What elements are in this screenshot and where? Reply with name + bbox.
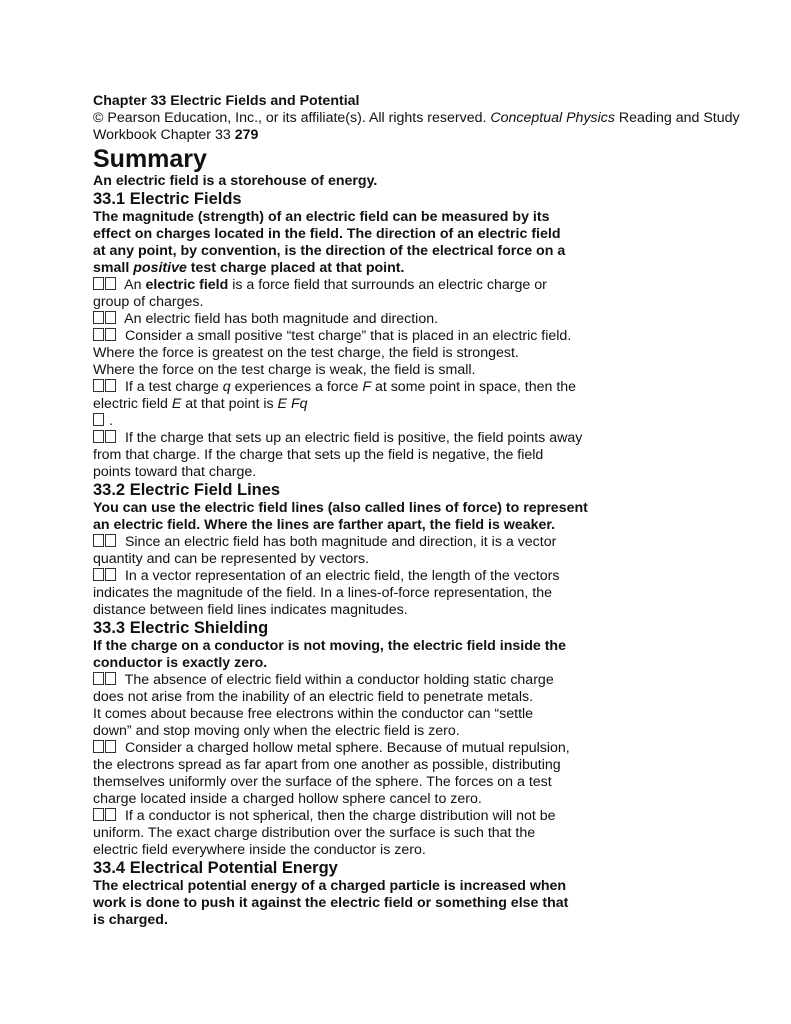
missing-glyph-box-icon <box>105 328 116 341</box>
bullet-glyph <box>93 808 117 824</box>
bullet-text: Since an electric field has both magnitude and direction, it is a vector <box>121 534 557 550</box>
bullet-line <box>93 808 713 825</box>
missing-glyph-box-icon <box>93 379 104 392</box>
missing-glyph-box-icon <box>105 740 116 753</box>
copyright-line <box>93 110 740 127</box>
key-concept-line <box>93 260 713 277</box>
bullet-text: at some point in space, then the <box>371 379 577 395</box>
bullet-text: If a test charge <box>121 379 223 395</box>
bullet-line <box>93 740 713 757</box>
text: at that point is <box>181 396 278 412</box>
text-line: It comes about because free electrons within the conductor can “settle <box>93 706 534 722</box>
key-concept-line: The electrical potential energy of a charged particle is increased when <box>93 878 567 894</box>
variable-f: F <box>362 379 371 395</box>
text-line: from that charge. If the charge that sets up the field is negative, the field <box>93 447 544 463</box>
missing-glyph-box-icon <box>105 534 116 547</box>
bullet-line <box>93 568 713 585</box>
summary-intro: An electric field is a storehouse of energy. <box>93 173 378 189</box>
text-line: charge located inside a charged hollow sphere cancel to zero. <box>93 791 482 807</box>
key-concept-line: work is done to push it against the electric field or something else that <box>93 895 569 911</box>
key-concept-line: at any point, by convention, is the direction of the electrical force on a <box>93 243 566 259</box>
bullet-line <box>93 328 713 345</box>
section-heading-33-4: 33.4 Electrical Potential Energy <box>93 859 338 877</box>
bullet-glyph <box>93 534 117 550</box>
missing-glyph-box-icon <box>105 277 116 290</box>
bullet-text: An electric field has both magnitude and direction. <box>121 311 439 327</box>
text-line: themselves uniformly over the surface of the sphere. The forces on a test <box>93 774 552 790</box>
section-heading-33-2: 33.2 Electric Field Lines <box>93 481 281 499</box>
text-line: uniform. The exact charge distribution over the surface is such that the <box>93 825 536 841</box>
key-concept-line: conductor is exactly zero. <box>93 655 268 671</box>
copyright-prefix: © Pearson Education, Inc., or its affiliate(s). All rights reserved. <box>93 110 491 126</box>
text-line: points toward that charge. <box>93 464 257 480</box>
text-line: electric field everywhere inside the conductor is zero. <box>93 842 426 858</box>
book-title: Conceptual Physics <box>490 110 615 126</box>
workbook-line <box>93 127 713 144</box>
bullet-glyph <box>93 328 117 344</box>
key-concept-line: If the charge on a conductor is not moving, the electric field inside the <box>93 638 566 654</box>
key-concept-line: effect on charges located in the field. The direction of an electric field <box>93 226 561 242</box>
bullet-text: Consider a charged hollow metal sphere. Because of mutual repulsion, <box>121 740 570 756</box>
text-line: indicates the magnitude of the field. In a lines-of-force representation, the <box>93 585 553 601</box>
missing-glyph-box-icon <box>93 672 104 685</box>
key-concept-line: You can use the electric field lines (also called lines of force) to represent <box>93 500 588 516</box>
key-concept-line: The magnitude (strength) of an electric field can be measured by its <box>93 209 550 225</box>
bullet-line <box>93 534 713 551</box>
key-text: test charge placed at that point. <box>186 260 405 276</box>
missing-glyph-box-icon <box>93 413 104 426</box>
variable-q: q <box>222 379 231 395</box>
key-text: small <box>93 260 134 276</box>
bullet-glyph <box>93 430 117 446</box>
summary-title: Summary <box>93 145 207 173</box>
text-line: Where the force is greatest on the test charge, the field is strongest. <box>93 345 519 361</box>
text-line: the electrons spread as far apart from one another as possible, distributing <box>93 757 561 773</box>
key-emphasis: positive <box>133 260 187 276</box>
key-concept-line: is charged. <box>93 912 168 928</box>
missing-glyph-box-icon <box>105 672 116 685</box>
missing-glyph-box-icon <box>93 311 104 324</box>
text-line <box>93 396 713 413</box>
bullet-line <box>93 311 713 328</box>
bullet-glyph <box>93 672 117 688</box>
bullet-text: An <box>121 277 146 293</box>
bullet-glyph <box>93 740 117 756</box>
missing-glyph-box-icon <box>93 534 104 547</box>
bullet-text: In a vector representation of an electric field, the length of the vectors <box>121 568 560 584</box>
bullet-text: Consider a small positive “test charge” that is placed in an electric field. <box>121 328 572 344</box>
section-heading-33-3: 33.3 Electric Shielding <box>93 619 269 637</box>
text-line: distance between field lines indicates magnitudes. <box>93 602 408 618</box>
bullet-text: experiences a force <box>230 379 363 395</box>
text-line: down” and stop moving only when the electric field is zero. <box>93 723 460 739</box>
missing-glyph-box-icon <box>93 430 104 443</box>
bullet-text: If the charge that sets up an electric field is positive, the field points away <box>121 430 583 446</box>
bullet-glyph <box>93 311 117 327</box>
text: . <box>105 413 113 429</box>
copyright-suffix: Reading and Study <box>614 110 740 126</box>
text-line: Where the force on the test charge is weak, the field is small. <box>93 362 476 378</box>
missing-glyph-box-icon <box>93 328 104 341</box>
missing-glyph-box-icon <box>105 311 116 324</box>
chapter-title: Chapter 33 Electric Fields and Potential <box>93 93 360 109</box>
text-line: quantity and can be represented by vectors. <box>93 551 370 567</box>
key-concept-line: an electric field. Where the lines are farther apart, the field is weaker. <box>93 517 556 533</box>
page-number: 279 <box>234 127 259 143</box>
text-line: does not arise from the inability of an electric field to penetrate metals. <box>93 689 534 705</box>
missing-glyph-box-icon <box>93 740 104 753</box>
workbook-label: Workbook Chapter 33 <box>93 127 235 143</box>
bullet-line <box>93 379 713 396</box>
bullet-glyph <box>93 277 117 293</box>
bullet-line <box>93 430 713 447</box>
bullet-line <box>93 672 713 689</box>
bullet-line <box>93 277 713 294</box>
term-electric-field: electric field <box>145 277 229 293</box>
missing-glyph-box-icon <box>93 808 104 821</box>
document-page <box>93 93 740 929</box>
section-heading-33-1: 33.1 Electric Fields <box>93 190 242 208</box>
bullet-text: is a force field that surrounds an electric charge or <box>228 277 547 293</box>
bullet-glyph <box>93 568 117 584</box>
text: electric field <box>93 396 172 412</box>
missing-glyph-box-icon <box>105 808 116 821</box>
bullet-text: If a conductor is not spherical, then the charge distribution will not be <box>121 808 556 824</box>
bullet-glyph <box>93 379 117 395</box>
missing-glyph-box-icon <box>105 379 116 392</box>
bullet-text: The absence of electric field within a conductor holding static charge <box>121 672 554 688</box>
missing-glyph-box-icon <box>105 568 116 581</box>
text-line: group of charges. <box>93 294 204 310</box>
formula: E Fq <box>277 396 308 412</box>
variable-e: E <box>171 396 182 412</box>
missing-glyph-box-icon <box>93 277 104 290</box>
missing-glyph-box-icon <box>93 568 104 581</box>
missing-glyph-box-icon <box>105 430 116 443</box>
text-line <box>93 413 713 430</box>
